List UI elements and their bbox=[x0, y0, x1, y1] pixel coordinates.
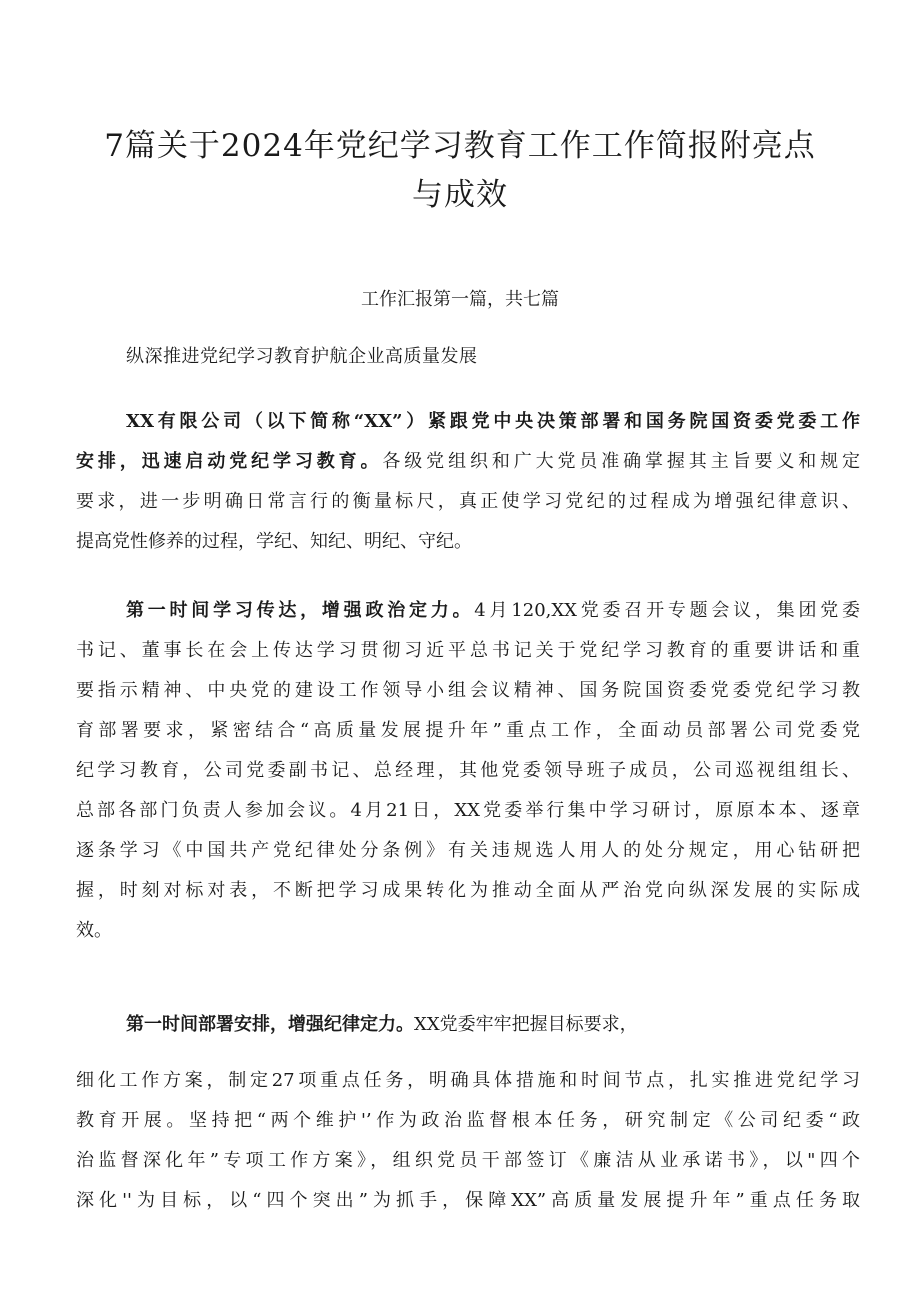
paragraph-2-line-7: 逐条学习《中国共产党纪律处分条例》有关违规选人用人的处分规定，用心钻研把 bbox=[76, 840, 860, 861]
document-title-line-2: 与成效 bbox=[412, 177, 508, 213]
paragraph-1-line-2: 安排，迅速启动党纪学习教育。各级党组织和广大党员准确掌握其主旨要义和规定 bbox=[76, 451, 860, 472]
paragraph-3-line-1: 第一时间部署安排，增强纪律定力。XX党委牢牢把握目标要求， bbox=[126, 1014, 638, 1035]
paragraph-3-line-2: 细化工作方案，制定27项重点任务，明确具体措施和时间节点，扎实推进党纪学习 bbox=[76, 1070, 860, 1091]
document-title-line-1: 7篇关于2024年党纪学习教育工作工作简报附亮点 bbox=[104, 128, 816, 164]
paragraph-2-line-6: 总部各部门负责人参加会议。4月21日，XX党委举行集中学习研讨，原原本本、逐章 bbox=[76, 800, 860, 821]
paragraph-1-line-1: XX有限公司（以下简称“XX”）紧跟党中央决策部署和国务院国资委党委工作 bbox=[126, 411, 860, 432]
paragraph-3 bbox=[76, 1061, 860, 1221]
paragraph-3-line-3: 教育开展。坚持把“两个维护'’作为政治监督根本任务，研究制定《公司纪委“政 bbox=[76, 1110, 860, 1131]
section-heading: 纵深推进党纪学习教育护航企业高质量发展 bbox=[126, 346, 478, 367]
paragraph-2-line-9: 效。 bbox=[76, 920, 112, 941]
paragraph-2-line-4: 育部署要求，紧密结合“高质量发展提升年”重点工作，全面动员部署公司党委党 bbox=[76, 720, 860, 741]
paragraph-2-line-3: 要指示精神、中央党的建设工作领导小组会议精神、国务院国资委党委党纪学习教 bbox=[76, 680, 860, 701]
paragraph-2-line-1: 第一时间学习传达，增强政治定力。4月120,XX党委召开专题会议，集团党委 bbox=[126, 600, 860, 621]
document-subtitle: 工作汇报第一篇，共七篇 bbox=[361, 289, 559, 310]
paragraph-1-line-4: 提高党性修养的过程，学纪、知纪、明纪、守纪。 bbox=[76, 531, 472, 552]
paragraph-2-line-5: 纪学习教育，公司党委副书记、总经理，其他党委领导班子成员，公司巡视组组长、 bbox=[76, 760, 860, 781]
paragraph-1-line-3: 要求，进一步明确日常言行的衡量标尺，真正使学习党纪的过程成为增强纪律意识、 bbox=[76, 491, 860, 512]
paragraph-3-lead bbox=[76, 1005, 860, 1045]
paragraph-3-line-5: 深化''为目标，以“四个突出”为抓手，保障XX”高质量发展提升年”重点任务取 bbox=[76, 1190, 860, 1211]
paragraph-1 bbox=[76, 402, 860, 562]
paragraph-2-line-8: 握，时刻对标对表，不断把学习成果转化为推动全面从严治党向纵深发展的实际成 bbox=[76, 880, 860, 901]
paragraph-3-line-4: 治监督深化年”专项工作方案》，组织党员干部签订《廉洁从业承诺书》，以"四个 bbox=[76, 1150, 860, 1171]
paragraph-2 bbox=[76, 591, 860, 951]
paragraph-2-line-2: 书记、董事长在会上传达学习贯彻习近平总书记关于党纪学习教育的重要讲话和重 bbox=[76, 640, 860, 661]
